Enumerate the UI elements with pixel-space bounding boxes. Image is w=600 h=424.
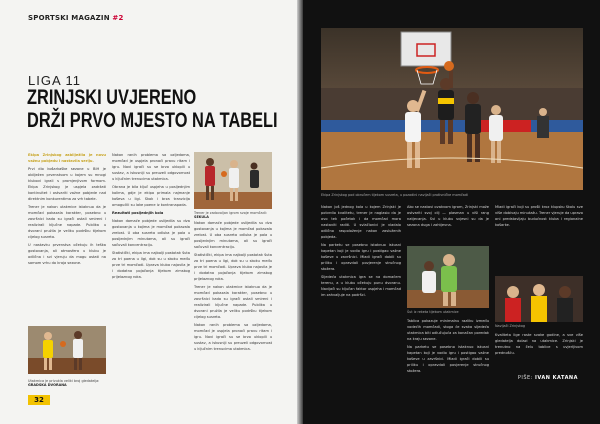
paragraph: U nastavku prvenstva očekuju ih teška gostovanja, ali atmosfera u klubu je odlična i svi vjeruju da mogu ostati na samom vrhu do kraja sezone.	[28, 243, 106, 265]
action-photo	[28, 326, 106, 374]
right-column-3-top	[495, 204, 583, 274]
players-illustration	[194, 152, 272, 209]
players-photo	[194, 152, 272, 209]
paragraph: Prvi dio košarkaške sezone u BiH je obilježen prvenstvom u kojem su mnogi klubovi igrali s promjenjivom formom. Ekipa Zrinjskog je uspjela zadržati kontinuitet i ostvariti važne pobjede nad direktnim konkurentima za vrh tabele.	[28, 167, 106, 201]
paragraph: Statistički, ekipa ima najbolji postotak šuta za tri poena u ligi, dok su u skoku među prve tri momčadi. Uprava kluba najavila je i dodatna pojačanja tijekom zimskog prijelaznog roka.	[194, 253, 272, 281]
author-signature: PIŠE: IVAN KATANA	[517, 375, 578, 381]
paragraph: Kvaliteta lige raste svake godine, a sve više gledatelja dolazi na utakmice. Zrinjski je trenutno na čelu tablice s uvjerljivom prednošću.	[495, 333, 583, 355]
title-line-1: ZRINJSKI UVJERENO	[27, 86, 197, 109]
action-illustration	[28, 326, 106, 374]
article-column-1	[28, 152, 106, 350]
mid-photo-caption: Trener je zadovoljan igrom svoje momčadi: SEKULA	[194, 211, 267, 219]
shooting-photo	[407, 246, 489, 308]
article-title	[27, 86, 278, 132]
title-line-2: DRŽI PRVO MJESTO NA TABELI	[27, 109, 278, 132]
article-column-2	[112, 152, 190, 392]
magazine-header	[28, 14, 124, 22]
paragraph: Nakon domaće pobjede uslijedila su dva gostovanja u kojima je momčad pokazala zrelost. U oba susreta odluka je pala u posljednjim minutama, ali su igrači sačuvali koncentraciju.	[194, 221, 272, 249]
paragraph: Nakon ranih problema sa ozljedama, momčad je uspjela pronaći pravu ritam i igru. Novi igrači su se brzo uklopili u sustav, a iskusniji su preuzeli odgovornost u ključnim trenucima utakmica.	[112, 153, 190, 181]
paragraph: Ako se nastavi ovakvom igrom, Zrinjski može ostvariti svoj cilj — plasman u viši rang natjecanja. Svi u klubu svjesni su da je sezona duga i zahtjevna.	[407, 205, 489, 227]
paragraph: Nakon još jednog kola u kojem Zrinjski je potvrdio kvalitetu, trener je naglasio da je ovo tek početak i da momčad mora nastaviti raditi. U svlačionici je vladalo odlično raspoloženje nakon zasluženih pobjeda.	[321, 205, 401, 239]
shooting-illustration	[407, 246, 489, 308]
paragraph: Nakon ranih problema sa ozljedama, momčad je uspjela pronaći pravu ritam i igru. Novi igrači su se brzo uklopili u sustav, a iskusniji su preuzeli odgovornost u ključnim trenucima utakmica.	[194, 323, 272, 351]
paragraph: Tablica pokazuje minimalnu razliku između vodećih momčadi, stoga će svaka sljedeća utakmica biti odlučujuća za konačan poredak na kraju sezone.	[407, 319, 489, 341]
paragraph: Trener je nakon utakmice istaknuo da je momčad pokazala karakter, posebno u završnici kada su igrači ostali smireni i realizirali ključne napade. Publika u dvorani pružila je veliku podršku tijekom cijelog susreta.	[28, 205, 106, 239]
hero-illustration	[321, 28, 583, 190]
paragraph: Obrana je bila ključ uspjeha u posljednjim kolima, gdje je ekipa primala najmanje koševa u ligi. Skok i brza tranzicija omogućili su lake poene iz kontranapada.	[112, 185, 190, 207]
article-lead: Ekipa Zrinjskog zabilježila je novu važnu pobjedu i nastavila seriju.	[28, 153, 106, 163]
left-photo-caption: Utakmica je privukla veliki broj gledatelja: GRADSKA DVORANA	[28, 379, 100, 387]
right-column-3-bottom	[495, 332, 583, 374]
paragraph: Trener je nakon utakmice istaknuo da je momčad pokazala karakter, posebno u završnici kada su igrači ostali smireni i realizirali ključne napade. Publika u dvorani pružila je veliku podršku tijekom cijelog susreta.	[194, 285, 272, 319]
hero-basketball-photo	[321, 28, 583, 190]
right-column-2-top	[407, 204, 489, 244]
paragraph: Nakon domaće pobjede uslijedila su dva gostovanja u kojima je momčad pokazala zrelost. U oba susreta odluka je pala u posljednjim minutama, ali su igrači sačuvali koncentraciju.	[112, 219, 190, 247]
paragraph: Statistički, ekipa ima najbolji postotak šuta za tri poena u ligi, dok su u skoku među prve tri momčadi. Uprava kluba najavila je i dodatna pojačanja tijekom zimskog prijelaznog roka.	[112, 251, 190, 279]
paragraph: Na parketu se posebno istaknuo iskusni kapetan koji je vodio igru i postigao važne koševe u završnici. Mladi igrači dobili su priliku i opravdali povjerenje stručnog stožera.	[407, 345, 489, 373]
paragraph: Mladi igrači koji su prošli kroz klupsku školu sve više dobivaju minutažu. Trener vjeruje da upravo oni predstavljaju budućnost kluba i regionalne košarke.	[495, 205, 583, 227]
magazine-name: SPORTSKI MAGAZIN	[28, 14, 110, 22]
fans-photo-caption: Navijači Zrinjskog	[495, 324, 526, 328]
shooting-photo-caption: Šut iz reketa tijekom utakmice	[407, 310, 459, 314]
right-column-2-bottom	[407, 318, 489, 418]
right-column-1	[321, 204, 401, 414]
article-kicker: LIGA 11	[28, 73, 82, 88]
paragraph: Sljedeća utakmica igra se na domaćem terenu, a u klubu očekuju punu dvoranu. Navijači su ključan faktor uspjeha i momčad im zahvaljuje na podršci.	[321, 275, 401, 297]
page-number: 32	[28, 395, 50, 405]
issue-number: #2	[112, 14, 124, 22]
fans-photo	[495, 276, 583, 322]
article-column-3	[194, 220, 272, 392]
left-page	[0, 0, 297, 424]
paragraph: Na parketu se posebno istaknuo iskusni kapetan koji je vodio igru i postigao važne koševe u završnici. Mladi igrači dobili su priliku i opravdali povjerenje stručnog stožera.	[321, 243, 401, 271]
fans-illustration	[495, 276, 583, 322]
section-subhead: Rezultati posljednjih kola	[112, 211, 164, 215]
hero-photo-caption: Ekipa Zrinjskog pod obručem tijekom susreta, u pozadini navijači protivničke momčadi	[321, 193, 468, 197]
right-page	[303, 0, 600, 424]
